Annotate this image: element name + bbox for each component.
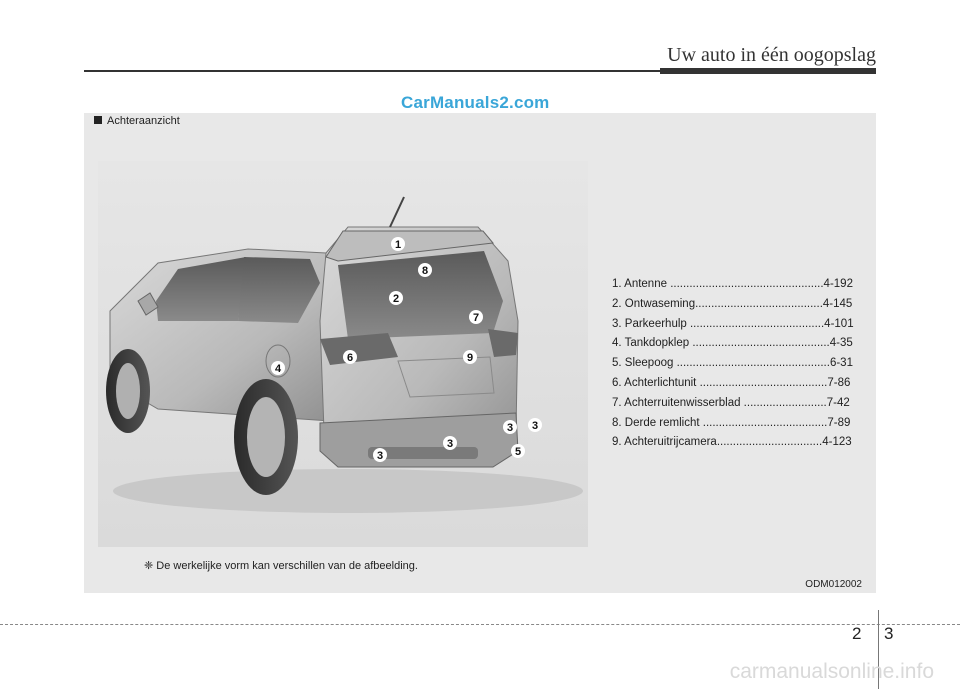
svg-text:5: 5 [514, 446, 522, 458]
legend-item: 2. Ontwaseming........................................4-145 [612, 297, 853, 310]
figure-code: ODM012002 [805, 579, 862, 590]
watermark-top: CarManuals2.com [401, 93, 550, 112]
section-title [94, 115, 180, 127]
watermark-bottom: carmanualsonline.info [729, 660, 934, 683]
rear-window [338, 251, 503, 339]
svg-text:3: 3 [446, 438, 454, 450]
svg-text:3: 3 [506, 422, 514, 434]
ground-shadow [113, 469, 583, 513]
chapter-title: Uw auto in één oogopslag [667, 44, 876, 66]
suv-rear-illustration [98, 161, 588, 547]
legend-item: 6. Achterlichtunit ........................................7-86 [612, 376, 851, 389]
callout-3d [528, 418, 542, 432]
legend-item: 1. Antenne ................................................4-192 [612, 278, 853, 290]
section-title-text: Achteraanzicht [107, 115, 180, 127]
page-number-chapter: 2 [852, 624, 862, 643]
footer-dashed-rule [0, 624, 960, 625]
svg-text:1: 1 [394, 239, 402, 251]
svg-text:8: 8 [421, 265, 429, 277]
callout-4 [271, 361, 285, 375]
callout-1 [391, 237, 405, 251]
callout-8 [418, 263, 432, 277]
callout-5 [511, 444, 525, 458]
legend-item: 7. Achterruitenwisserblad ..........................7-42 [612, 396, 850, 409]
svg-text:7: 7 [472, 312, 480, 324]
legend-item: 8. Derde remlicht .......................................7-89 [612, 416, 851, 429]
callout-3a [373, 448, 387, 462]
callout-3b [443, 436, 457, 450]
svg-text:3: 3 [376, 450, 384, 462]
svg-text:4: 4 [274, 363, 282, 375]
rear-view-panel [84, 113, 876, 593]
square-bullet-icon [94, 116, 102, 124]
svg-text:2: 2 [392, 293, 400, 305]
parts-legend [612, 275, 874, 453]
legend-item: 4. Tankdopklep ...........................................4-35 [612, 337, 853, 350]
callout-2 [389, 291, 403, 305]
header-rule-accent [660, 68, 876, 74]
disclaimer-note: ❈ De werkelijke vorm kan verschillen van de afbeelding. [144, 560, 418, 572]
callout-6 [343, 350, 357, 364]
callout-7 [469, 310, 483, 324]
front-rim [116, 363, 140, 419]
page-number: 3 [884, 624, 894, 643]
legend-item: 3. Parkeerhulp ..........................................4-101 [612, 317, 854, 330]
svg-text:9: 9 [466, 352, 474, 364]
callout-3c [503, 420, 517, 434]
legend-item: 9. Achteruitrijcamera.................................4-123 [612, 436, 852, 449]
callout-9 [463, 350, 477, 364]
rear-rim [247, 397, 285, 477]
svg-text:6: 6 [346, 352, 354, 364]
svg-text:3: 3 [531, 420, 539, 432]
legend-item: 5. Sleepoog ................................................6-31 [612, 357, 853, 370]
